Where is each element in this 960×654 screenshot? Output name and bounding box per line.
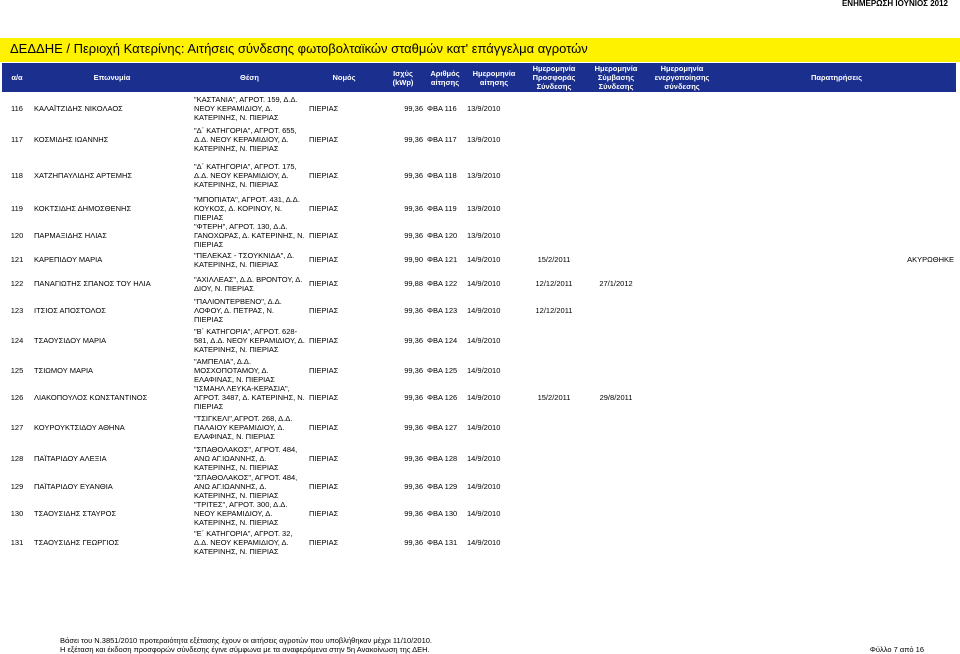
row-notes — [717, 195, 956, 222]
row-app-number: ΦΒΑ 121 — [427, 255, 458, 264]
row-notes: ΑΚΥΡΩΘΗΚΕ — [907, 255, 954, 264]
update-label: ΕΝΗΜΕΡΩΣΗ ΙΟΥΝΙΟΣ 2012 — [841, 0, 948, 8]
table-row — [2, 357, 956, 384]
page-title: ΔΕΔΔΗΕ / Περιοχή Κατερίνης: Αιτήσεις σύνδεσης φωτοβολταϊκών σταθμών κατ' επάγγελμα αγροτών — [10, 41, 588, 56]
row-position: "Β΄ ΚΑΤΗΓΟΡΙΑ", ΑΓΡΟΤ. 628-581, Δ.Δ. ΝΕΟΥ ΚΕΡΑΜΙΔΙΟΥ, Δ. ΚΑΤΕΡΙΝΗΣ, Ν. ΠΙΕΡΙΑΣ — [194, 327, 305, 354]
row-activation-date — [647, 92, 717, 124]
row-name: ΠΑΪΤΑΡΙΔΟΥ ΕΥΑΝΘΙΑ — [34, 482, 113, 491]
table-row — [2, 155, 956, 195]
col-header-power: Ισχύς (kWp) — [381, 63, 425, 92]
row-notes — [717, 411, 956, 443]
row-power: 99,36 — [404, 509, 423, 518]
table-row — [2, 270, 956, 297]
row-aa: 128 — [10, 453, 24, 463]
row-app-number: ΦΒΑ 120 — [427, 231, 458, 240]
row-contract-date — [585, 473, 647, 500]
row-aa: 127 — [10, 422, 24, 432]
row-power: 99,36 — [404, 422, 423, 432]
row-app-number: ΦΒΑ 126 — [427, 393, 458, 402]
col-header-aa: α/α — [2, 63, 32, 92]
table-row — [2, 195, 956, 222]
table-row — [2, 473, 956, 500]
row-position: "ΤΣΙΓΚΕΛΙ",ΑΓΡΟΤ. 268, Δ.Δ. ΠΑΛΑΙΟΥ ΚΕΡΑΜΙΔΙΟΥ, Δ. ΕΛΑΦΙΝΑΣ, Ν. ΠΙΕΡΙΑΣ — [194, 413, 293, 441]
row-app-date: 14/9/2010 — [467, 453, 501, 463]
row-activation-date — [647, 384, 717, 411]
row-offer-date — [523, 195, 585, 222]
row-contract-date — [585, 527, 647, 558]
row-app-date: 13/9/2010 — [467, 170, 501, 180]
row-power: 99,36 — [404, 336, 423, 345]
row-aa: 116 — [11, 103, 23, 113]
col-header-offer-date: Ημερομηνία Προσφοράς Σύνδεσης — [523, 63, 585, 92]
row-activation-date — [647, 473, 717, 500]
row-app-number: ΦΒΑ 127 — [427, 422, 458, 432]
col-header-app-number: Αριθμός αίτησης — [425, 63, 465, 92]
row-activation-date — [647, 357, 717, 384]
row-app-number: ΦΒΑ 131 — [427, 538, 458, 547]
row-contract-date: 29/8/2011 — [599, 393, 633, 402]
row-position: "ΑΜΠΕΛΙΑ", Δ.Δ. ΜΟΣΧΟΠΟΤΑΜΟΥ, Δ. ΕΛΑΦΙΝΑΣ, Ν. ΠΙΕΡΙΑΣ — [194, 357, 275, 384]
row-name: ΤΣΑΟΥΣΙΔΗΣ ΓΕΩΡΓΙΟΣ — [34, 538, 119, 547]
table-row — [2, 324, 956, 357]
table-row — [2, 297, 956, 324]
row-activation-date — [647, 249, 717, 270]
applications-table — [2, 63, 956, 558]
row-activation-date — [647, 411, 717, 443]
row-app-number: ΦΒΑ 125 — [427, 366, 458, 375]
row-contract-date — [585, 324, 647, 357]
row-name: ΠΑΝΑΓΙΩΤΗΣ ΣΠΑΝΟΣ ΤΟΥ ΗΛΙΑ — [34, 279, 151, 288]
col-header-activation-date: Ημερομηνία ενεργοποίησης σύνδεσης — [647, 63, 717, 92]
page-number: Φύλλο 7 από 16 — [869, 645, 924, 654]
row-offer-date — [523, 124, 585, 155]
row-name: ΛΙΑΚΟΠΟΥΛΟΣ ΚΩΝΣΤΑΝΤΙΝΟΣ — [34, 393, 148, 402]
row-offer-date: 15/2/2011 — [537, 255, 571, 264]
row-power: 99,88 — [404, 279, 423, 288]
row-offer-date — [523, 473, 585, 500]
row-contract-date — [585, 297, 647, 324]
row-activation-date — [647, 500, 717, 527]
row-contract-date — [585, 92, 647, 124]
row-power: 99,36 — [404, 231, 423, 240]
row-prefecture: ΠΙΕΡΙΑΣ — [309, 453, 339, 463]
row-aa: 124 — [10, 336, 24, 345]
table-header — [2, 63, 956, 92]
row-aa: 122 — [10, 279, 24, 288]
row-notes — [717, 270, 956, 297]
row-app-number: ΦΒΑ 119 — [427, 204, 457, 213]
table-row — [2, 222, 956, 249]
row-activation-date — [647, 297, 717, 324]
row-aa: 123 — [10, 306, 24, 315]
row-name: ΤΣΑΟΥΣΙΔΟΥ ΜΑΡΙΑ — [34, 336, 107, 345]
row-power: 99,90 — [404, 255, 423, 264]
row-notes — [717, 500, 956, 527]
row-offer-date — [523, 357, 585, 384]
row-prefecture: ΠΙΕΡΙΑΣ — [309, 204, 339, 213]
col-header-prefecture: Νομός — [307, 63, 381, 92]
row-position: "Δ΄ ΚΑΤΗΓΟΡΙΑ", ΑΓΡΟΤ. 175, Δ.Δ. ΝΕΟΥ ΚΕΡΑΜΙΔΙΟΥ, Δ. ΚΑΤΕΡΙΝΗΣ, Ν. ΠΙΕΡΙΑΣ — [194, 161, 297, 189]
row-app-number: ΦΒΑ 118 — [427, 170, 457, 180]
row-power: 99,36 — [404, 306, 423, 315]
row-position: "ΚΑΣΤΑΝΙΑ", ΑΓΡΟΤ. 159, Δ.Δ. ΝΕΟΥ ΚΕΡΑΜΙΔΙΟΥ, Δ. ΚΑΤΕΡΙΝΗΣ, Ν. ΠΙΕΡΙΑΣ — [194, 94, 298, 122]
row-aa: 117 — [11, 135, 23, 144]
row-position: "ΦΤΕΡΗ", ΑΓΡΟΤ. 130, Δ.Δ. ΓΑΝΟΧΩΡΑΣ, Δ. ΚΑΤΕΡΙΝΗΣ, Ν. ΠΙΕΡΙΑΣ — [194, 222, 305, 249]
row-aa: 126 — [10, 393, 24, 402]
row-power: 99,36 — [404, 453, 423, 463]
row-power: 99,36 — [404, 170, 423, 180]
row-name: ΚΟΥΡΟΥΚΤΣΙΔΟΥ ΑΘΗΝΑ — [34, 422, 125, 432]
row-app-date: 14/9/2010 — [467, 482, 501, 491]
col-header-position: Θέση — [192, 63, 307, 92]
row-contract-date — [585, 222, 647, 249]
row-position: "ΙΣΜΑΗΛ ΛΕΥΚΑ-ΚΕΡΑΣΙΑ", ΑΓΡΟΤ. 3487, Δ. ΚΑΤΕΡΙΝΗΣ, Ν. ΠΙΕΡΙΑΣ — [194, 384, 305, 411]
table-row — [2, 124, 956, 155]
row-contract-date: 27/1/2012 — [599, 279, 633, 288]
row-name: ΧΑΤΖΗΠΑΥΛΙΔΗΣ ΑΡΤΕΜΗΣ — [34, 170, 133, 180]
row-name: ΤΣΑΟΥΣΙΔΗΣ ΣΤΑΥΡΟΣ — [34, 509, 117, 518]
footer-note-2: Η εξέταση και έκδοση προσφορών σύνδεσης έγινε σύμφωνα με τα αναφερόμενα στην 5η Ανακοίνωση της ΔΕΗ. — [60, 645, 430, 654]
row-prefecture: ΠΙΕΡΙΑΣ — [309, 279, 339, 288]
row-offer-date — [523, 500, 585, 527]
top-bar — [0, 0, 960, 10]
row-offer-date — [523, 92, 585, 124]
row-aa: 119 — [11, 204, 23, 213]
col-header-app-date: Ημερομηνία αίτησης — [465, 63, 523, 92]
row-contract-date — [585, 124, 647, 155]
row-prefecture: ΠΙΕΡΙΑΣ — [309, 306, 339, 315]
row-aa: 118 — [11, 170, 23, 180]
row-activation-date — [647, 155, 717, 195]
row-power: 99,36 — [404, 103, 423, 113]
row-prefecture: ΠΙΕΡΙΑΣ — [309, 135, 339, 144]
row-prefecture: ΠΙΕΡΙΑΣ — [309, 482, 339, 491]
row-app-number: ΦΒΑ 128 — [427, 453, 458, 463]
row-app-number: ΦΒΑ 122 — [427, 279, 458, 288]
row-aa: 129 — [10, 482, 24, 491]
row-prefecture: ΠΙΕΡΙΑΣ — [309, 255, 339, 264]
row-offer-date — [523, 411, 585, 443]
col-header-name: Επωνυμία — [32, 63, 192, 92]
row-offer-date — [523, 443, 585, 473]
row-notes — [717, 222, 956, 249]
row-notes — [717, 324, 956, 357]
row-notes — [717, 443, 956, 473]
row-activation-date — [647, 443, 717, 473]
row-activation-date — [647, 222, 717, 249]
row-power: 99,36 — [404, 482, 423, 491]
row-contract-date — [585, 500, 647, 527]
row-aa: 130 — [10, 509, 24, 518]
row-activation-date — [647, 124, 717, 155]
row-offer-date: 12/12/2011 — [535, 279, 573, 288]
col-header-notes: Παρατηρήσεις — [717, 63, 956, 92]
row-position: "ΠΑΛΙΟΝΤΕΡΒΕΝΟ", Δ.Δ. ΛΟΦΟΥ, Δ. ΠΕΤΡΑΣ, Ν. ΠΙΕΡΙΑΣ — [194, 297, 282, 324]
row-app-date: 13/9/2010 — [467, 135, 501, 144]
table-row — [2, 443, 956, 473]
row-app-date: 14/9/2010 — [467, 422, 501, 432]
row-notes — [717, 92, 956, 124]
table-row — [2, 384, 956, 411]
row-offer-date: 12/12/2011 — [535, 306, 573, 315]
row-offer-date — [523, 155, 585, 195]
row-app-number: ΦΒΑ 130 — [427, 509, 458, 518]
col-header-contract-date: Ημερομηνία Σύμβασης Σύνδεσης — [585, 63, 647, 92]
table-row — [2, 249, 956, 270]
row-offer-date — [523, 324, 585, 357]
row-prefecture: ΠΙΕΡΙΑΣ — [309, 231, 339, 240]
row-prefecture: ΠΙΕΡΙΑΣ — [309, 509, 339, 518]
row-position: "Ε΄ ΚΑΤΗΓΟΡΙΑ", ΑΓΡΟΤ. 32, Δ.Δ. ΝΕΟΥ ΚΕΡΑΜΙΔΙΟΥ, Δ. ΚΑΤΕΡΙΝΗΣ, Ν. ΠΙΕΡΙΑΣ — [194, 529, 293, 556]
row-aa: 121 — [10, 255, 24, 264]
table-row — [2, 411, 956, 443]
row-position: "ΜΠΟΠΙΑΤΑ", ΑΓΡΟΤ. 431, Δ.Δ. ΚΟΥΚΟΣ, Δ. ΚΟΡΙΝΟΥ, Ν. ΠΙΕΡΙΑΣ — [194, 195, 300, 222]
title-bar — [0, 38, 960, 62]
row-notes — [717, 527, 956, 558]
row-notes — [717, 124, 956, 155]
row-name: ΚΑΡΕΠΙΔΟΥ ΜΑΡΙΑ — [34, 255, 103, 264]
row-app-number: ΦΒΑ 117 — [427, 135, 457, 144]
row-app-number: ΦΒΑ 129 — [427, 482, 458, 491]
row-app-date: 14/9/2010 — [467, 336, 501, 345]
row-contract-date — [585, 195, 647, 222]
row-name: ΚΟΣΜΙΔΗΣ ΙΩΑΝΝΗΣ — [34, 135, 109, 144]
row-app-date: 14/9/2010 — [467, 393, 501, 402]
row-notes — [717, 357, 956, 384]
row-name: ΙΤΣΙΟΣ ΑΠΟΣΤΟΛΟΣ — [34, 306, 106, 315]
row-power: 99,36 — [404, 135, 423, 144]
row-name: ΚΑΛΑΪΤΖΙΔΗΣ ΝΙΚΟΛΑΟΣ — [34, 103, 123, 113]
row-app-date: 14/9/2010 — [467, 538, 501, 547]
row-activation-date — [647, 195, 717, 222]
row-app-date: 13/9/2010 — [467, 231, 501, 240]
row-name: ΠΑΡΜΑΞΙΔΗΣ ΗΛΙΑΣ — [34, 231, 107, 240]
row-notes — [717, 384, 956, 411]
row-contract-date — [585, 357, 647, 384]
row-app-number: ΦΒΑ 116 — [427, 103, 457, 113]
row-prefecture: ΠΙΕΡΙΑΣ — [309, 422, 339, 432]
row-activation-date — [647, 324, 717, 357]
row-app-date: 14/9/2010 — [467, 255, 501, 264]
row-contract-date — [585, 155, 647, 195]
row-activation-date — [647, 527, 717, 558]
row-contract-date — [585, 443, 647, 473]
row-name: ΠΑΪΤΑΡΙΔΟΥ ΑΛΕΞΙΑ — [34, 453, 107, 463]
row-app-date: 13/9/2010 — [467, 204, 501, 213]
row-offer-date — [523, 222, 585, 249]
row-prefecture: ΠΙΕΡΙΑΣ — [309, 538, 339, 547]
row-position: "ΣΠΑΘΟΛΑΚΟΣ", ΑΓΡΟΤ. 484, ΑΝΩ ΑΓ.ΙΩΑΝΝΗΣ, Δ. ΚΑΤΕΡΙΝΗΣ, Ν. ΠΙΕΡΙΑΣ — [194, 473, 298, 500]
row-position: "ΠΕΛΕΚΑΣ - ΤΣΟΥΚΝΙΔΑ", Δ. ΚΑΤΕΡΙΝΗΣ, Ν. ΠΙΕΡΙΑΣ — [194, 250, 295, 269]
row-prefecture: ΠΙΕΡΙΑΣ — [309, 366, 339, 375]
row-aa: 120 — [10, 231, 24, 240]
row-contract-date — [585, 249, 647, 270]
row-aa: 131 — [10, 538, 24, 547]
row-app-date: 13/9/2010 — [467, 103, 501, 113]
row-activation-date — [647, 270, 717, 297]
row-notes — [717, 297, 956, 324]
row-prefecture: ΠΙΕΡΙΑΣ — [309, 336, 339, 345]
table-row — [2, 500, 956, 527]
row-contract-date — [585, 411, 647, 443]
row-notes — [717, 473, 956, 500]
row-prefecture: ΠΙΕΡΙΑΣ — [309, 393, 339, 402]
row-power: 99,36 — [404, 538, 423, 547]
row-aa: 125 — [10, 366, 24, 375]
row-name: ΚΟΚΤΣΙΔΗΣ ΔΗΜΟΣΘΕΝΗΣ — [34, 204, 132, 213]
row-position: "ΑΧΙΛΛΕΑΣ", Δ.Δ. ΒΡΟΝΤΟΥ, Δ. ΔΙΟΥ, Ν. ΠΙΕΡΙΑΣ — [194, 274, 303, 293]
row-prefecture: ΠΙΕΡΙΑΣ — [309, 103, 339, 113]
row-app-date: 14/9/2010 — [467, 306, 501, 315]
row-app-date: 14/9/2010 — [467, 509, 501, 518]
row-power: 99,36 — [404, 366, 423, 375]
row-power: 99,36 — [404, 393, 423, 402]
row-offer-date: 15/2/2011 — [537, 393, 571, 402]
row-position: "ΤΡΙΤΕΣ", ΑΓΡΟΤ. 300, Δ.Δ. ΝΕΟΥ ΚΕΡΑΜΙΔΙΟΥ, Δ. ΚΑΤΕΡΙΝΗΣ, Ν. ΠΙΕΡΙΑΣ — [194, 500, 288, 527]
row-app-number: ΦΒΑ 123 — [427, 306, 458, 315]
table-row — [2, 527, 956, 558]
row-name: ΤΣΙΩΜΟΥ ΜΑΡΙΑ — [34, 366, 94, 375]
row-power: 99,36 — [404, 204, 423, 213]
row-offer-date — [523, 527, 585, 558]
row-notes — [717, 155, 956, 195]
row-app-number: ΦΒΑ 124 — [427, 336, 458, 345]
row-app-date: 14/9/2010 — [467, 279, 501, 288]
table-row — [2, 92, 956, 124]
row-position: "ΣΠΑΘΟΛΑΚΟΣ", ΑΓΡΟΤ. 484, ΑΝΩ ΑΓ.ΙΩΑΝΝΗΣ, Δ. ΚΑΤΕΡΙΝΗΣ, Ν. ΠΙΕΡΙΑΣ — [194, 444, 298, 472]
row-prefecture: ΠΙΕΡΙΑΣ — [309, 170, 339, 180]
row-app-date: 14/9/2010 — [467, 366, 501, 375]
row-position: "Δ΄ ΚΑΤΗΓΟΡΙΑ", ΑΓΡΟΤ. 655, Δ.Δ. ΝΕΟΥ ΚΕΡΑΜΙΔΙΟΥ, Δ. ΚΑΤΕΡΙΝΗΣ, Ν. ΠΙΕΡΙΑΣ — [194, 126, 297, 153]
footer-note-1: Βάσει του Ν.3851/2010 προτεραιότητα εξέτασης έχουν οι αιτήσεις αγροτών που υποβλήθηκαν μέχρι 11/10/2010. — [60, 636, 432, 645]
